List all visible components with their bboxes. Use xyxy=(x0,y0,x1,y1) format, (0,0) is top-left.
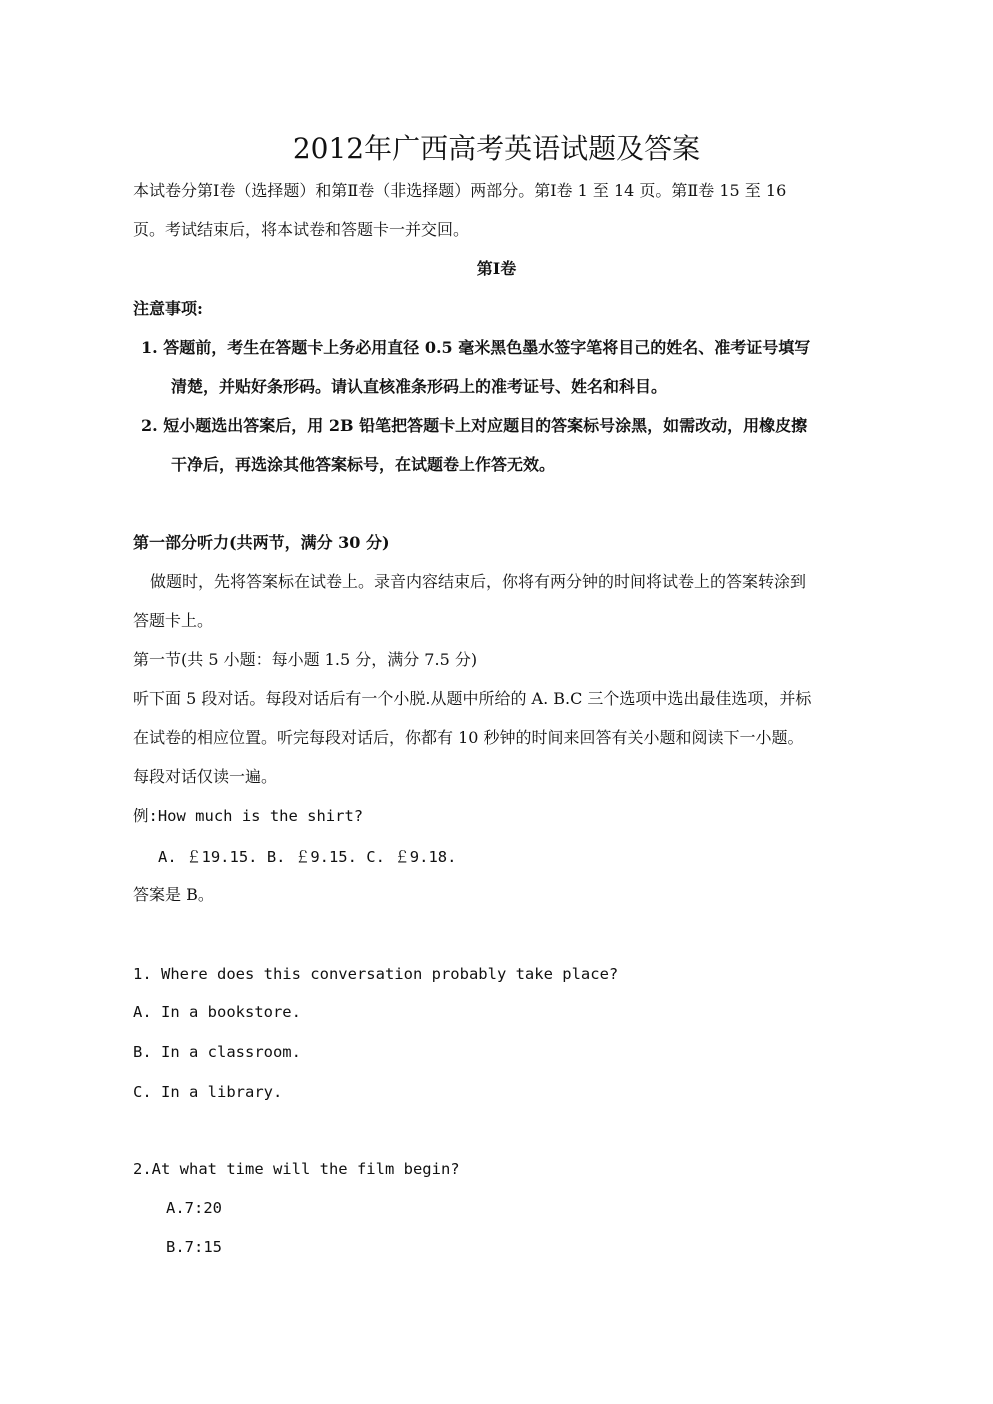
section-1-heading: 第一节(共 5 小题：每小题 1.5 分，满分 7.5 分) xyxy=(133,650,478,669)
question-1-option-b: B. In a classroom. xyxy=(133,1043,301,1061)
example-options: A. ￡19.15. B. ￡9.15. C. ￡9.18. xyxy=(158,848,457,866)
note-2-line-2: 干净后，再选涂其他答案标号，在试题卷上作答无效。 xyxy=(171,455,556,474)
part-1-heading: 第一部分听力(共两节，满分 30 分) xyxy=(133,533,390,552)
question-1-option-a: A. In a bookstore. xyxy=(133,1003,301,1021)
question-2: 2.At what time will the film begin? xyxy=(133,1160,460,1178)
section-1-instruction-line-2: 在试卷的相应位置。听完每段对话后，你都有 10 秒钟的时间来回答有关小题和阅读下一小题。 xyxy=(133,728,804,747)
section-1-instruction-line-3: 每段对话仅读一遍。 xyxy=(133,767,278,786)
question-2-option-b: B.7:15 xyxy=(166,1238,222,1256)
document-title: 2012年广西高考英语试题及答案 xyxy=(292,132,701,165)
example-question: 例:How much is the shirt? xyxy=(133,807,364,825)
volume-heading: 第Ⅰ卷 xyxy=(476,259,517,278)
question-1: 1. Where does this conversation probably take place? xyxy=(133,965,619,983)
part-1-instruction-line-1: 做题时，先将答案标在试卷上。录音内容结束后，你将有两分钟的时间将试卷上的答案转涂到 xyxy=(150,572,807,591)
example-answer: 答案是 B。 xyxy=(133,885,214,904)
intro-line-2: 页。考试结束后，将本试卷和答题卡一并交回。 xyxy=(133,220,470,239)
intro-line-1: 本试卷分第Ⅰ卷（选择题）和第Ⅱ卷（非选择题）两部分。第Ⅰ卷 1 至 14 页。第Ⅱ卷 15 至 16 xyxy=(133,181,787,200)
question-2-option-a: A.7:20 xyxy=(166,1199,222,1217)
section-1-instruction-line-1: 听下面 5 段对话。每段对话后有一个小脱.从题中所给的 A. B.C 三个选项中选出最佳选项，并标 xyxy=(133,689,812,708)
note-1-line-2: 清楚，并贴好条形码。请认直核准条形码上的准考证号、姓名和科目。 xyxy=(171,377,668,396)
note-1-line-1: 1. 答题前，考生在答题卡上务必用直径 0.5 毫米黑色墨水签字笔将目己的姓名、准考证号填写 xyxy=(141,338,811,357)
note-2-line-1: 2. 短小题选出答案后，用 2B 铅笔把答题卡上对应题目的答案标号涂黑，如需改动，用橡皮擦 xyxy=(141,416,808,435)
question-1-option-c: C. In a library. xyxy=(133,1083,283,1101)
notes-heading: 注意事项: xyxy=(133,299,203,318)
part-1-instruction-line-2: 答题卡上。 xyxy=(133,611,214,630)
